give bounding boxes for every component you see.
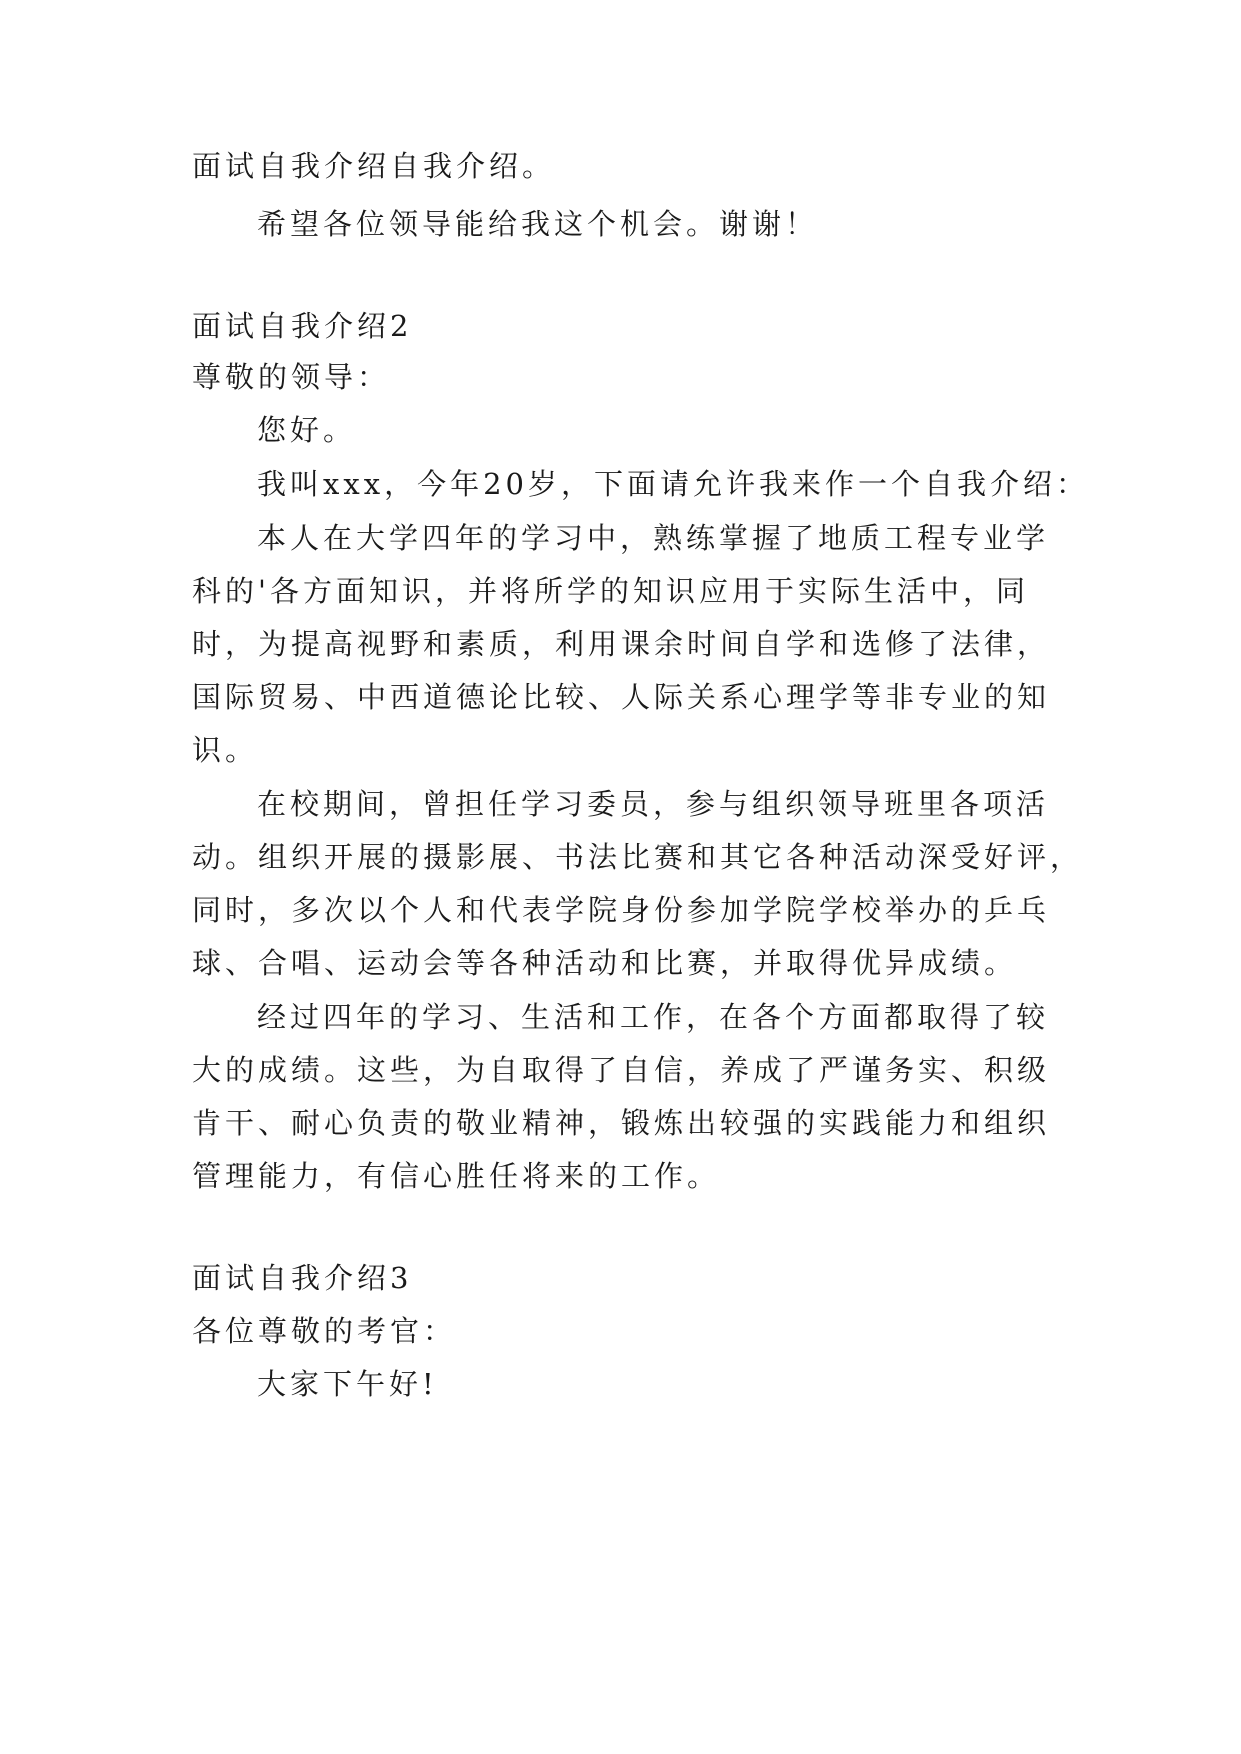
greeting: 您好。 [257, 413, 357, 447]
salutation: 各位尊敬的考官： [192, 1314, 457, 1348]
paragraph-line: 球、合唱、运动会等各种活动和比赛，并取得优异成绩。 [192, 946, 1018, 980]
salutation: 尊敬的领导： [192, 360, 391, 394]
paragraph-line: 本人在大学四年的学习中，熟练掌握了地质工程专业学 [257, 521, 1050, 555]
paragraph-line: 时，为提高视野和素质，利用课余时间自学和选修了法律， [192, 627, 1051, 661]
paragraph-line: 动。组织开展的摄影展、书法比赛和其它各种活动深受好评， [192, 840, 1084, 874]
section-title: 面试自我介绍3 [192, 1261, 413, 1295]
intro-line: 我叫xxx，今年20岁，下面请允许我来作一个自我介绍： [257, 467, 1089, 501]
paragraph-line: 识。 [192, 733, 259, 767]
paragraph-line: 经过四年的学习、生活和工作，在各个方面都取得了较 [257, 1000, 1050, 1034]
closing-line: 希望各位领导能给我这个机会。谢谢！ [257, 207, 819, 241]
greeting: 大家下午好! [257, 1367, 438, 1401]
paragraph-line: 科的'各方面知识，并将所学的知识应用于实际生活中，同 [192, 574, 1029, 608]
paragraph-line: 肯干、耐心负责的敬业精神，锻炼出较强的实践能力和组织 [192, 1106, 1051, 1140]
paragraph-line: 管理能力，有信心胜任将来的工作。 [192, 1159, 721, 1193]
paragraph-line: 国际贸易、中西道德论比较、人际关系心理学等非专业的知 [192, 680, 1051, 714]
section-title: 面试自我介绍2 [192, 309, 413, 343]
paragraph-line: 在校期间，曾担任学习委员，参与组织领导班里各项活 [257, 787, 1050, 821]
paragraph-line: 面试自我介绍自我介绍。 [192, 149, 556, 183]
paragraph-line: 大的成绩。这些，为自取得了自信，养成了严谨务实、积级 [192, 1053, 1051, 1087]
paragraph-line: 同时，多次以个人和代表学院身份参加学院学校举办的乒乓 [192, 893, 1051, 927]
